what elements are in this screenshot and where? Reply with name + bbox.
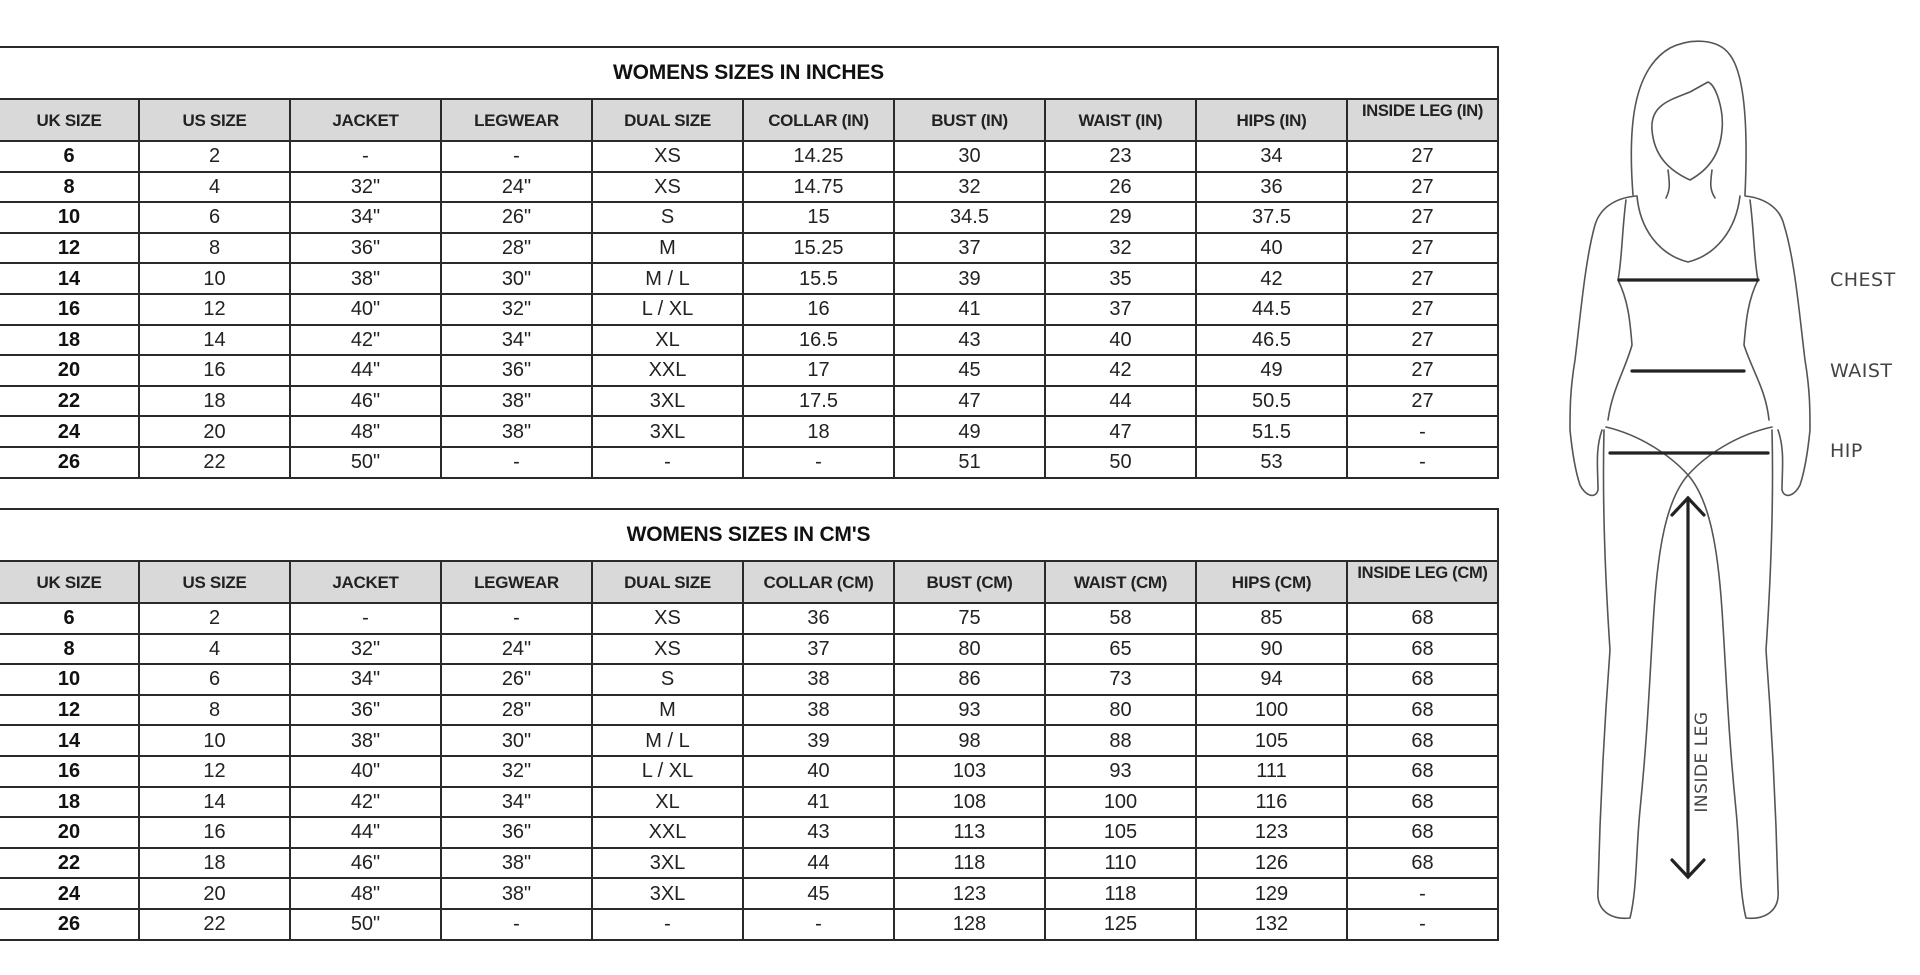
column-header: US SIZE (139, 561, 290, 603)
table-row (0, 634, 1498, 665)
table-cell: 2 (139, 603, 290, 634)
table-row (0, 172, 1498, 203)
table-cell: M / L (592, 263, 743, 294)
table-cell: 6 (139, 664, 290, 695)
table-cell: 38" (290, 263, 441, 294)
table-cell: XXL (592, 817, 743, 848)
table-cell: 36" (441, 817, 592, 848)
table-row (0, 817, 1498, 848)
table-cell: 28" (441, 695, 592, 726)
table-cell: M (592, 233, 743, 264)
table-cell: 36 (1196, 172, 1347, 203)
table-cell: - (441, 447, 592, 478)
column-header: COLLAR (IN) (743, 99, 894, 141)
table-cell: 34" (290, 202, 441, 233)
table-row (0, 787, 1498, 818)
table-cell: 38" (441, 416, 592, 447)
table-cell: 35 (1045, 263, 1196, 294)
table-cell: 15.25 (743, 233, 894, 264)
column-header: WAIST (CM) (1045, 561, 1196, 603)
table-cell: 4 (139, 634, 290, 665)
table-cell: 3XL (592, 848, 743, 879)
table-cell: 58 (1045, 603, 1196, 634)
table-cell: 26 (1045, 172, 1196, 203)
table-cell: 24 (0, 878, 139, 909)
table-cell: 50" (290, 909, 441, 940)
table-cell: 30 (894, 141, 1045, 172)
table-body (0, 603, 1498, 940)
table-cell: 111 (1196, 756, 1347, 787)
table-cell: 14.75 (743, 172, 894, 203)
table-cell: 34" (441, 325, 592, 356)
column-header: HIPS (CM) (1196, 561, 1347, 603)
table-cell: 27 (1347, 202, 1498, 233)
table-cell: 32 (1045, 233, 1196, 264)
chest-label: CHEST (1830, 269, 1896, 291)
table-cell: 105 (1196, 725, 1347, 756)
table-cell: M (592, 695, 743, 726)
table-cell: 118 (1045, 878, 1196, 909)
table-cell: 44 (743, 848, 894, 879)
table-cell: 10 (139, 263, 290, 294)
table-cell: 40 (743, 756, 894, 787)
table-cell: 20 (0, 817, 139, 848)
table-cell: 44" (290, 355, 441, 386)
table-cell: 16 (743, 294, 894, 325)
table-cell: 8 (139, 695, 290, 726)
table-cell: 40 (1045, 325, 1196, 356)
table-cell: 36" (290, 695, 441, 726)
column-header: JACKET (290, 561, 441, 603)
table-cell: 125 (1045, 909, 1196, 940)
table-cell: 50" (290, 447, 441, 478)
column-header: BUST (IN) (894, 99, 1045, 141)
table-cell: 44.5 (1196, 294, 1347, 325)
header-row (0, 561, 1498, 603)
table-cell: 49 (1196, 355, 1347, 386)
table-cell: 68 (1347, 664, 1498, 695)
table-title: WOMENS SIZES IN CM'S (0, 509, 1498, 561)
table-cell: 41 (743, 787, 894, 818)
table-cell: XL (592, 325, 743, 356)
table-cell: 46" (290, 848, 441, 879)
table-row (0, 416, 1498, 447)
table-cell: 14 (139, 325, 290, 356)
table-cell: 18 (139, 386, 290, 417)
table-cell: 93 (894, 695, 1045, 726)
table-cell: 32" (290, 172, 441, 203)
table-cell: 39 (894, 263, 1045, 294)
table-row (0, 725, 1498, 756)
table-cell: 98 (894, 725, 1045, 756)
table-cell: 36" (290, 233, 441, 264)
table-cell: 34" (441, 787, 592, 818)
table-cell: - (743, 447, 894, 478)
table-cell: 12 (0, 233, 139, 264)
cm-size-table (0, 508, 1499, 941)
column-header: LEGWEAR (441, 561, 592, 603)
table-cell: 47 (894, 386, 1045, 417)
table-cell: 40 (1196, 233, 1347, 264)
table-cell: 26" (441, 202, 592, 233)
table-cell: XL (592, 787, 743, 818)
table-cell: 27 (1347, 141, 1498, 172)
table-cell: 16 (0, 294, 139, 325)
table-cell: 24" (441, 172, 592, 203)
table-cell: 43 (894, 325, 1045, 356)
table-cell: 73 (1045, 664, 1196, 695)
table-cell: 68 (1347, 695, 1498, 726)
table-cell: 8 (0, 172, 139, 203)
table-cell: 80 (1045, 695, 1196, 726)
table-cell: 68 (1347, 756, 1498, 787)
table-cell: 32" (290, 634, 441, 665)
table-cell: 90 (1196, 634, 1347, 665)
table-row (0, 202, 1498, 233)
table-row (0, 447, 1498, 478)
table-cell: 38 (743, 664, 894, 695)
table-cell: 44 (1045, 386, 1196, 417)
table-cell: 20 (0, 355, 139, 386)
table-cell: 68 (1347, 817, 1498, 848)
table-cell: 37 (743, 634, 894, 665)
table-cell: 50.5 (1196, 386, 1347, 417)
table-cell: 44" (290, 817, 441, 848)
table-row (0, 664, 1498, 695)
table-cell: 2 (139, 141, 290, 172)
table-cell: 22 (139, 447, 290, 478)
table-cell: 123 (894, 878, 1045, 909)
table-cell: 16 (139, 817, 290, 848)
column-header: US SIZE (139, 99, 290, 141)
table-cell: 20 (139, 416, 290, 447)
table-cell: 46.5 (1196, 325, 1347, 356)
column-header: UK SIZE (0, 561, 139, 603)
table-cell: - (1347, 878, 1498, 909)
table-cell: 28" (441, 233, 592, 264)
column-header: INSIDE LEG (CM) (1347, 561, 1498, 603)
table-cell: 123 (1196, 817, 1347, 848)
table-cell: 32" (441, 294, 592, 325)
table-row (0, 141, 1498, 172)
table-cell: 17 (743, 355, 894, 386)
table-cell: 68 (1347, 603, 1498, 634)
table-row (0, 878, 1498, 909)
table-row (0, 294, 1498, 325)
table-cell: 30" (441, 263, 592, 294)
table-cell: 118 (894, 848, 1045, 879)
table-cell: - (441, 141, 592, 172)
table-row (0, 695, 1498, 726)
table-cell: 100 (1045, 787, 1196, 818)
header-row (0, 99, 1498, 141)
table-cell: 48" (290, 416, 441, 447)
table-cell: 27 (1347, 355, 1498, 386)
body-measurement-figure (1540, 30, 1920, 970)
table-cell: 27 (1347, 386, 1498, 417)
table-cell: 8 (139, 233, 290, 264)
table-cell: 53 (1196, 447, 1347, 478)
table-cell: 16.5 (743, 325, 894, 356)
table-cell: 8 (0, 634, 139, 665)
table-cell: 18 (139, 848, 290, 879)
table-cell: 34.5 (894, 202, 1045, 233)
table-cell: 16 (139, 355, 290, 386)
table-cell: 41 (894, 294, 1045, 325)
table-cell: 6 (139, 202, 290, 233)
table-row (0, 355, 1498, 386)
table-cell: 68 (1347, 787, 1498, 818)
waist-label: WAIST (1830, 360, 1893, 382)
table-cell: - (592, 909, 743, 940)
table-cell: XS (592, 141, 743, 172)
table-cell: - (592, 447, 743, 478)
table-cell: 36 (743, 603, 894, 634)
table-cell: - (290, 141, 441, 172)
table-cell: 14.25 (743, 141, 894, 172)
table-cell: 15.5 (743, 263, 894, 294)
table-row (0, 909, 1498, 940)
table-cell: 22 (0, 386, 139, 417)
table-cell: S (592, 202, 743, 233)
table-cell: 45 (894, 355, 1045, 386)
table-cell: 27 (1347, 233, 1498, 264)
table-cell: 38" (290, 725, 441, 756)
table-cell: 22 (0, 848, 139, 879)
table-cell: 24" (441, 634, 592, 665)
table-cell: 24 (0, 416, 139, 447)
table-cell: 65 (1045, 634, 1196, 665)
column-header: WAIST (IN) (1045, 99, 1196, 141)
table-cell: 51.5 (1196, 416, 1347, 447)
table-cell: - (1347, 447, 1498, 478)
table-cell: 29 (1045, 202, 1196, 233)
table-cell: XS (592, 634, 743, 665)
table-cell: L / XL (592, 756, 743, 787)
table-cell: 129 (1196, 878, 1347, 909)
column-header: LEGWEAR (441, 99, 592, 141)
table-cell: 108 (894, 787, 1045, 818)
table-cell: 3XL (592, 386, 743, 417)
table-cell: 42" (290, 325, 441, 356)
table-cell: 27 (1347, 294, 1498, 325)
table-cell: 68 (1347, 725, 1498, 756)
female-body-outline-icon (1540, 30, 1920, 970)
table-cell: 103 (894, 756, 1045, 787)
table-cell: 27 (1347, 172, 1498, 203)
table-cell: 88 (1045, 725, 1196, 756)
column-header: UK SIZE (0, 99, 139, 141)
column-header: HIPS (IN) (1196, 99, 1347, 141)
table-cell: 86 (894, 664, 1045, 695)
table-cell: 68 (1347, 848, 1498, 879)
inches-size-table (0, 46, 1499, 479)
table-cell: 18 (0, 787, 139, 818)
column-header: BUST (CM) (894, 561, 1045, 603)
table-cell: - (441, 603, 592, 634)
table-cell: 6 (0, 603, 139, 634)
table-cell: 128 (894, 909, 1045, 940)
table-cell: 23 (1045, 141, 1196, 172)
table-cell: 47 (1045, 416, 1196, 447)
table-cell: 42" (290, 787, 441, 818)
table-cell: 30" (441, 725, 592, 756)
table-cell: 68 (1347, 634, 1498, 665)
table-cell: 12 (139, 294, 290, 325)
table-cell: - (290, 603, 441, 634)
table-cell: 18 (743, 416, 894, 447)
table-cell: 75 (894, 603, 1045, 634)
hip-label: HIP (1830, 440, 1863, 462)
table-cell: - (1347, 909, 1498, 940)
table-cell: 94 (1196, 664, 1347, 695)
table-cell: XS (592, 172, 743, 203)
table-cell: 50 (1045, 447, 1196, 478)
table-cell: - (441, 909, 592, 940)
table-cell: 126 (1196, 848, 1347, 879)
table-cell: 42 (1196, 263, 1347, 294)
table-cell: L / XL (592, 294, 743, 325)
table-cell: 12 (139, 756, 290, 787)
table-cell: 32 (894, 172, 1045, 203)
table-cell: 113 (894, 817, 1045, 848)
table-cell: 15 (743, 202, 894, 233)
table-cell: 17.5 (743, 386, 894, 417)
inside-leg-label: INSIDE LEG (1692, 711, 1712, 813)
table-cell: 42 (1045, 355, 1196, 386)
table-cell: - (743, 909, 894, 940)
table-cell: 132 (1196, 909, 1347, 940)
table-cell: 27 (1347, 325, 1498, 356)
table-cell: 10 (139, 725, 290, 756)
table-cell: 51 (894, 447, 1045, 478)
table-cell: 6 (0, 141, 139, 172)
table-cell: 27 (1347, 263, 1498, 294)
table-cell: 110 (1045, 848, 1196, 879)
table-cell: 22 (139, 909, 290, 940)
table-cell: 85 (1196, 603, 1347, 634)
table-cell: 10 (0, 202, 139, 233)
table-cell: 37 (1045, 294, 1196, 325)
table-row (0, 263, 1498, 294)
table-cell: 93 (1045, 756, 1196, 787)
table-cell: 34 (1196, 141, 1347, 172)
column-header: INSIDE LEG (IN) (1347, 99, 1498, 141)
table-cell: 20 (139, 878, 290, 909)
table-cell: 34" (290, 664, 441, 695)
table-cell: 45 (743, 878, 894, 909)
table-cell: 80 (894, 634, 1045, 665)
table-row (0, 386, 1498, 417)
column-header: DUAL SIZE (592, 561, 743, 603)
table-cell: 46" (290, 386, 441, 417)
table-cell: 49 (894, 416, 1045, 447)
table-cell: 48" (290, 878, 441, 909)
table-row (0, 756, 1498, 787)
table-cell: 37 (894, 233, 1045, 264)
table-cell: 40" (290, 756, 441, 787)
table-cell: - (1347, 416, 1498, 447)
table-cell: 32" (441, 756, 592, 787)
table-cell: 14 (0, 725, 139, 756)
table-cell: 37.5 (1196, 202, 1347, 233)
table-cell: 14 (0, 263, 139, 294)
table-cell: 105 (1045, 817, 1196, 848)
table-row (0, 848, 1498, 879)
table-cell: 14 (139, 787, 290, 818)
table-cell: 18 (0, 325, 139, 356)
table-row (0, 233, 1498, 264)
table-cell: 38" (441, 878, 592, 909)
table-cell: 38" (441, 386, 592, 417)
table-cell: 39 (743, 725, 894, 756)
table-cell: 36" (441, 355, 592, 386)
table-cell: 26 (0, 447, 139, 478)
column-header: DUAL SIZE (592, 99, 743, 141)
table-cell: 26 (0, 909, 139, 940)
column-header: JACKET (290, 99, 441, 141)
table-cell: S (592, 664, 743, 695)
table-body (0, 141, 1498, 478)
table-row (0, 603, 1498, 634)
table-title: WOMENS SIZES IN INCHES (0, 47, 1498, 99)
table-cell: 40" (290, 294, 441, 325)
table-cell: 116 (1196, 787, 1347, 818)
table-cell: 12 (0, 695, 139, 726)
table-cell: XS (592, 603, 743, 634)
table-cell: 100 (1196, 695, 1347, 726)
column-header: COLLAR (CM) (743, 561, 894, 603)
table-row (0, 325, 1498, 356)
table-cell: 38" (441, 848, 592, 879)
table-cell: 38 (743, 695, 894, 726)
table-cell: 4 (139, 172, 290, 203)
table-cell: 3XL (592, 878, 743, 909)
table-cell: 16 (0, 756, 139, 787)
table-cell: 10 (0, 664, 139, 695)
table-cell: 26" (441, 664, 592, 695)
table-cell: 43 (743, 817, 894, 848)
table-cell: M / L (592, 725, 743, 756)
table-cell: XXL (592, 355, 743, 386)
table-cell: 3XL (592, 416, 743, 447)
